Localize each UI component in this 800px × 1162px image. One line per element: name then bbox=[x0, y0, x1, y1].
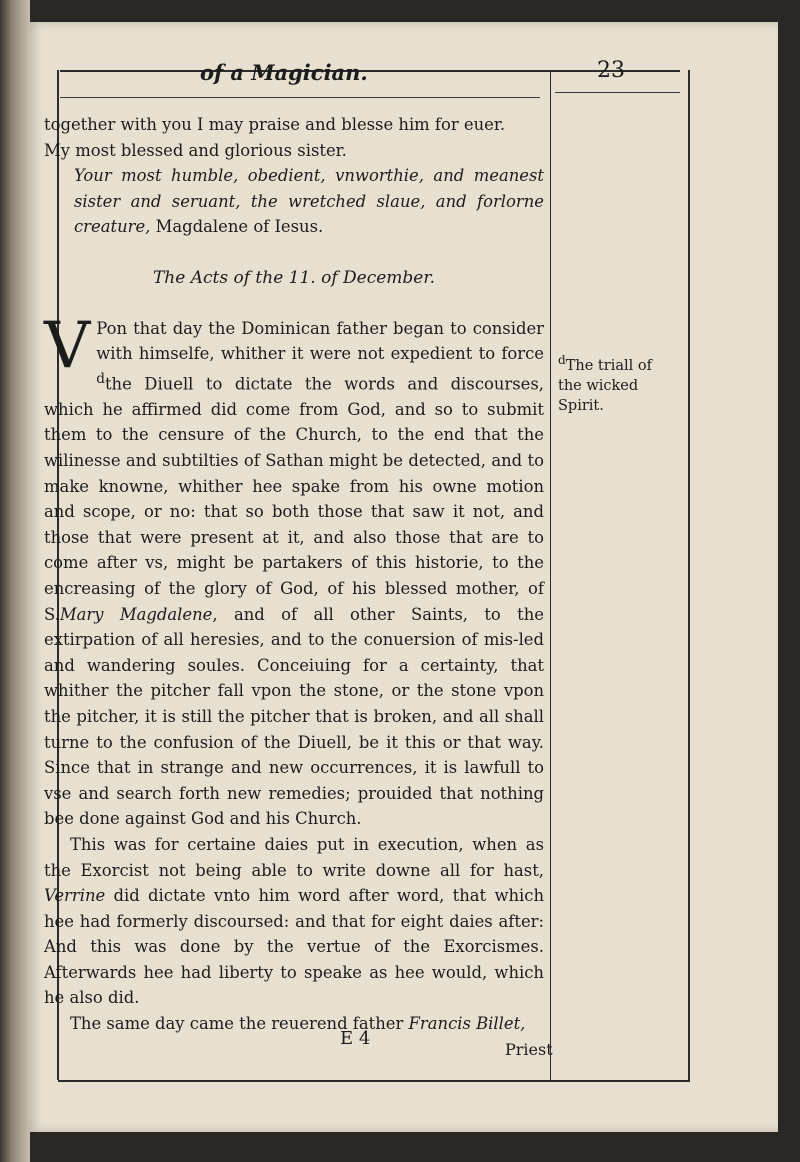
paragraph-text: did dictate vnto him word after word, that which hee had formerly discoursed: and that for eight daies after: And this was done by the vertue of the Exorcismes. Afterwards hee had liberty to speake as hee would, which he also did. bbox=[44, 886, 545, 1008]
letter-line: My most blessed and glorious sister. bbox=[44, 140, 347, 160]
italic-name: Verrine bbox=[44, 886, 106, 906]
book-gutter bbox=[0, 0, 30, 1162]
paragraph-text: The same day came the reuerend father bbox=[70, 1014, 404, 1034]
closing-italic: Your most humble, obedient, vnworthie, and meanest sister and seruant, the wretched slaue, and forlorne creature, bbox=[74, 166, 544, 237]
bottom-rule bbox=[58, 1080, 690, 1082]
paragraph-text: , and of all other Saints, to the extirpation of all heresies, and to the conuersion of mis-led and wandering soules. Conceiuing for a certainty, that whither the pitcher fall vpon the stone, or the stone vpon the pitcher, it is still the pitcher that is broken, and all shall turne to the confusion of the Diuell, be it this or that way. Since that in strange and new occurrences, it is lawfull to vse and search forth new remedies; prouided that nothing bee done against God and his Church. bbox=[44, 604, 544, 829]
margin-header-underline bbox=[555, 92, 680, 93]
page-number: 23 bbox=[597, 58, 625, 83]
signature-mark: E 4 bbox=[340, 1028, 371, 1049]
paragraph bbox=[44, 1011, 544, 1037]
paragraph bbox=[44, 832, 544, 1011]
drop-cap: V bbox=[44, 308, 91, 383]
margin-note-marker: d bbox=[558, 353, 566, 367]
paragraph bbox=[44, 308, 544, 832]
letter-closing bbox=[44, 163, 544, 240]
right-frame-rule bbox=[688, 70, 690, 1080]
catchword: Priest bbox=[505, 1040, 553, 1059]
signatory-name: Magdalene of Iesus. bbox=[155, 217, 324, 237]
letter-line: together with you I may praise and blesse him for euer. bbox=[44, 115, 506, 134]
margin-column-rule bbox=[550, 70, 551, 1080]
top-rule bbox=[60, 70, 680, 72]
running-title: of a Magician. bbox=[200, 60, 368, 85]
paragraph-text: Pon that day the Dominican father began to consider with himselfe, whither it were not expedient to force bbox=[96, 318, 544, 364]
paragraph-text: the Diuell to dictate the words and discourses, which he affirmed did come from God, and so to submit them to the censure of the Church, to the end that the wilinesse and subtilties of Sathan might be detected, and to make knowne, whither hee spake from his owne motion and scope, or no: that so both those that saw it not, and those that were present at it, and also those that are to come after vs, might be partakers of this historie, to the encreasing of the glory of God, of his blessed mother, of S. bbox=[44, 374, 544, 624]
italic-name: Mary Magdalene bbox=[59, 604, 213, 624]
note-marker: d bbox=[96, 370, 105, 387]
margin-note bbox=[558, 350, 680, 416]
margin-note-text: The triall of the wicked Spirit. bbox=[558, 357, 652, 414]
main-text-column bbox=[44, 112, 544, 1037]
italic-name: Francis Billet, bbox=[408, 1014, 526, 1034]
paragraph-text: This was for certaine daies put in execution, when as the Exorcist not being able to write downe all for hast, bbox=[44, 834, 544, 880]
header-underline bbox=[60, 97, 540, 98]
section-heading: The Acts of the 11. of December. bbox=[152, 267, 436, 288]
